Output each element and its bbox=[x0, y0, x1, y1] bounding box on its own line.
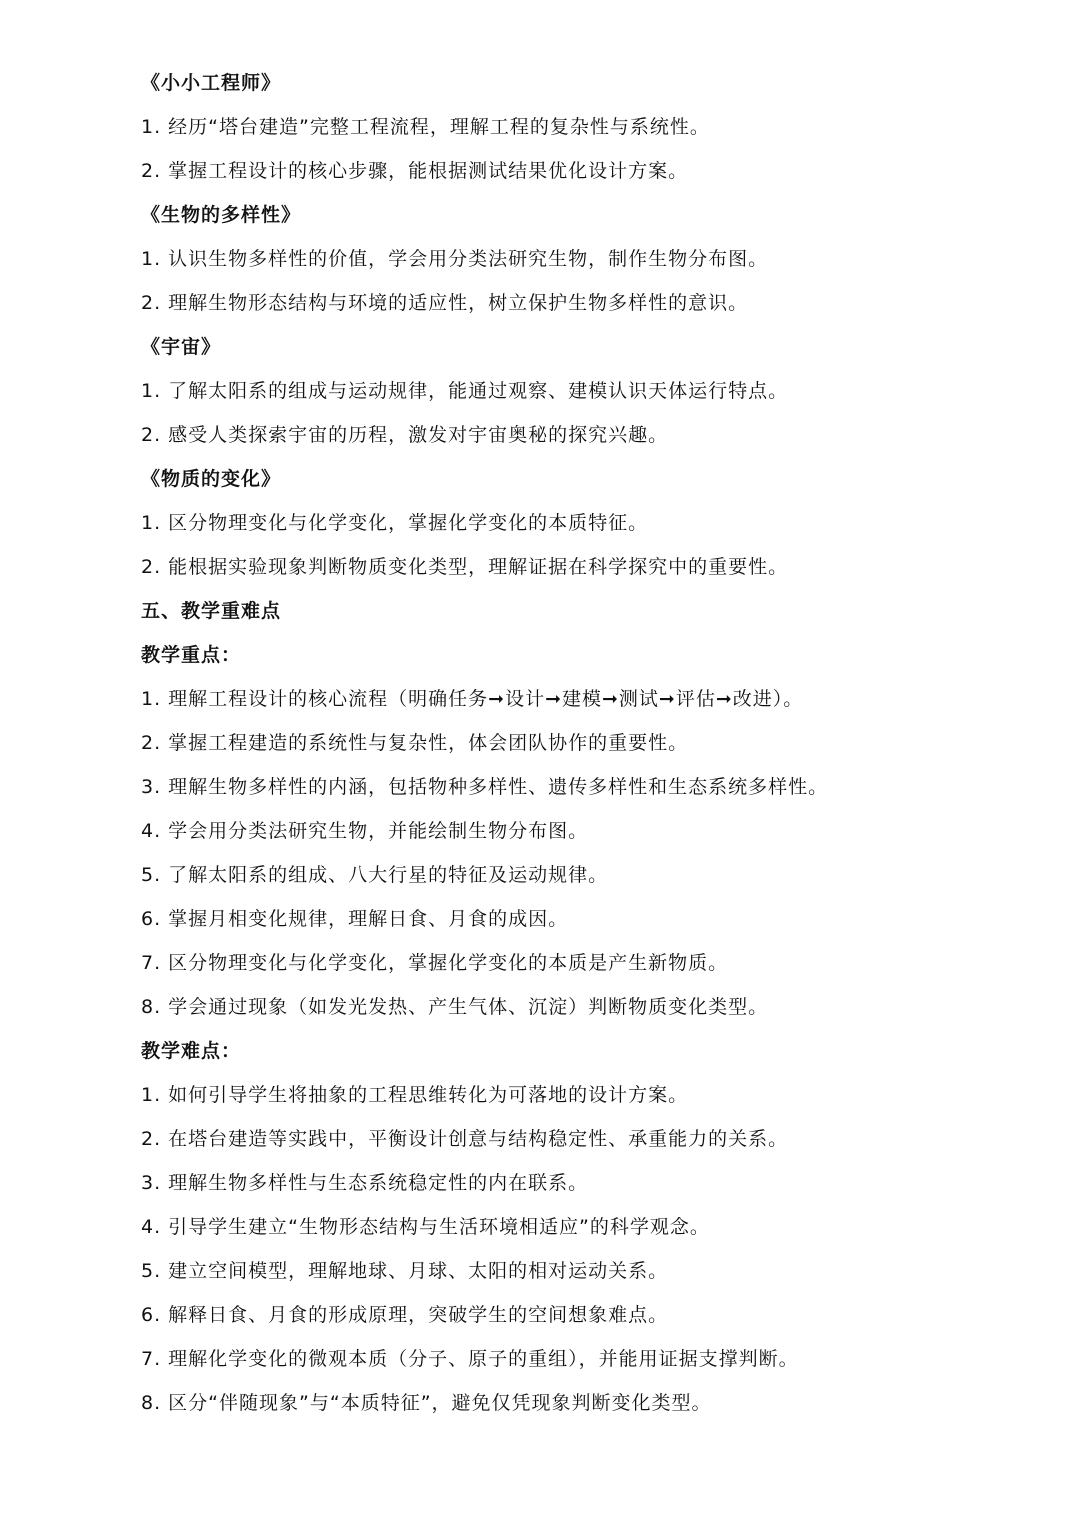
list-item: 3. 理解生物多样性的内涵，包括物种多样性、遗传多样性和生态系统多样性。 bbox=[141, 776, 829, 798]
list-item: 4. 引导学生建立“生物形态结构与生活环境相适应”的科学观念。 bbox=[141, 1216, 710, 1238]
list-item: 2. 在塔台建造等实践中，平衡设计创意与结构稳定性、承重能力的关系。 bbox=[141, 1128, 789, 1150]
key-points-title: 教学重点： bbox=[141, 644, 242, 666]
list-item: 5. 建立空间模型，理解地球、月球、太阳的相对运动关系。 bbox=[141, 1260, 669, 1282]
part5-heading: 五、教学重难点 bbox=[141, 600, 282, 622]
list-item: 1. 了解太阳系的组成与运动规律，能通过观察、建模认识天体运行特点。 bbox=[141, 380, 789, 402]
list-item: 7. 区分物理变化与化学变化，掌握化学变化的本质是产生新物质。 bbox=[141, 952, 729, 974]
list-item: 8. 区分“伴随现象”与“本质特征”，避免仅凭现象判断变化类型。 bbox=[141, 1392, 712, 1414]
list-item: 2. 掌握工程建造的系统性与复杂性，体会团队协作的重要性。 bbox=[141, 732, 689, 754]
list-item: 5. 了解太阳系的组成、八大行星的特征及运动规律。 bbox=[141, 864, 609, 886]
list-item: 1. 区分物理变化与化学变化，掌握化学变化的本质特征。 bbox=[141, 512, 649, 534]
list-item: 1. 经历“塔台建造”完整工程流程，理解工程的复杂性与系统性。 bbox=[141, 116, 710, 138]
list-item: 7. 理解化学变化的微观本质（分子、原子的重组），并能用证据支撑判断。 bbox=[141, 1348, 799, 1370]
section-title-universe: 《宇宙》 bbox=[141, 336, 222, 358]
list-item: 1. 理解工程设计的核心流程（明确任务➞设计➞建模➞测试➞评估➞改进）。 bbox=[141, 688, 804, 710]
list-item: 2. 理解生物形态结构与环境的适应性，树立保护生物多样性的意识。 bbox=[141, 292, 749, 314]
section-title-biodiversity: 《生物的多样性》 bbox=[141, 204, 302, 226]
list-item: 8. 学会通过现象（如发光发热、产生气体、沉淀）判断物质变化类型。 bbox=[141, 996, 769, 1018]
section-title-matter-change: 《物质的变化》 bbox=[141, 468, 282, 490]
difficult-points-title: 教学难点： bbox=[141, 1040, 242, 1062]
list-item: 2. 感受人类探索宇宙的历程，激发对宇宙奥秘的探究兴趣。 bbox=[141, 424, 669, 446]
list-item: 2. 掌握工程设计的核心步骤，能根据测试结果优化设计方案。 bbox=[141, 160, 689, 182]
section-title-engineer: 《小小工程师》 bbox=[141, 72, 282, 94]
list-item: 1. 如何引导学生将抽象的工程思维转化为可落地的设计方案。 bbox=[141, 1084, 689, 1106]
list-item: 6. 掌握月相变化规律，理解日食、月食的成因。 bbox=[141, 908, 569, 930]
list-item: 4. 学会用分类法研究生物，并能绘制生物分布图。 bbox=[141, 820, 589, 842]
list-item: 1. 认识生物多样性的价值，学会用分类法研究生物，制作生物分布图。 bbox=[141, 248, 769, 270]
list-item: 3. 理解生物多样性与生态系统稳定性的内在联系。 bbox=[141, 1172, 589, 1194]
list-item: 2. 能根据实验现象判断物质变化类型，理解证据在科学探究中的重要性。 bbox=[141, 556, 789, 578]
list-item: 6. 解释日食、月食的形成原理，突破学生的空间想象难点。 bbox=[141, 1304, 669, 1326]
